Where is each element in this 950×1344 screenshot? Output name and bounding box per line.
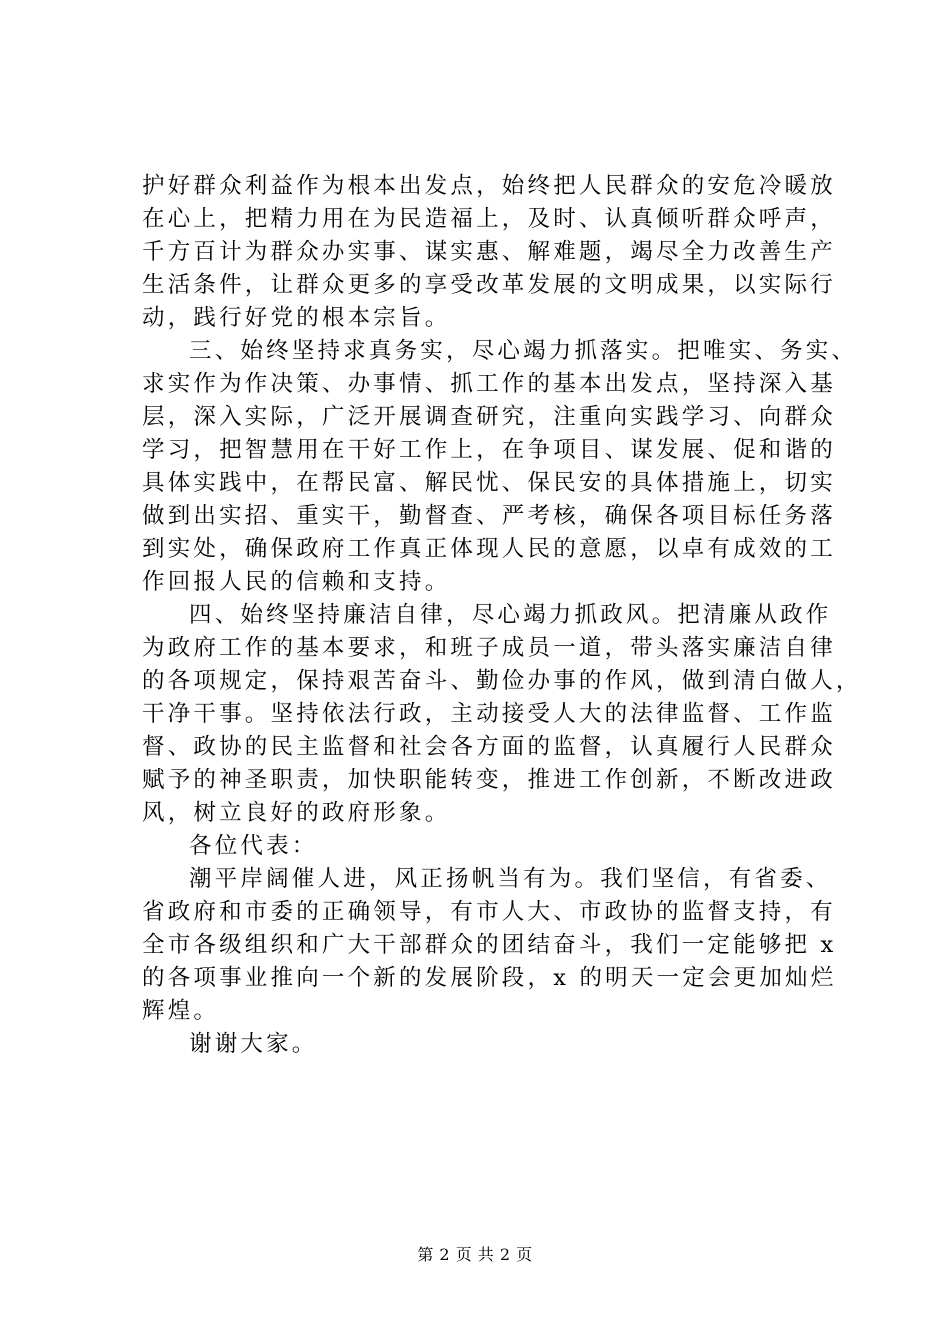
text-line: 层，深入实际，广泛开展调查研究，注重向实践学习、向群众: [142, 404, 836, 430]
text-line: 护好群众利益作为根本出发点，始终把人民群众的安危冷暖放: [142, 173, 836, 199]
text-line: 督、政协的民主监督和社会各方面的监督，认真履行人民群众: [142, 734, 836, 760]
text-line: 的各项事业推向一个新的发展阶段，x 的明天一定会更加灿烂: [142, 965, 837, 991]
text-line: 到实处，确保政府工作真正体现人民的意愿，以卓有成效的工: [142, 536, 836, 562]
text-line: 学习，把智慧用在干好工作上，在争项目、谋发展、促和谐的: [142, 437, 836, 463]
paragraph-start-line: 三、始终坚持求真务实，尽心竭力抓落实。把唯实、务实、: [189, 338, 858, 364]
text-line: 全市各级组织和广大干部群众的团结奋斗，我们一定能够把 x: [142, 932, 837, 958]
page-number-footer: 第 2 页 共 2 页: [417, 1245, 533, 1264]
text-line: 在心上，把精力用在为民造福上，及时、认真倾听群众呼声，: [142, 206, 836, 232]
text-line: 赋予的神圣职责，加快职能转变，推进工作创新，不断改进政: [142, 767, 836, 793]
text-line: 为政府工作的基本要求，和班子成员一道，带头落实廉洁自律: [142, 635, 836, 661]
text-line: 生活条件，让群众更多的享受改革发展的文明成果，以实际行: [142, 272, 836, 298]
paragraph-start-line: 四、始终坚持廉洁自律，尽心竭力抓政风。把清廉从政作: [189, 602, 832, 628]
text-line: 具体实践中，在帮民富、解民忧、保民安的具体措施上，切实: [142, 470, 836, 496]
salutation-line: 各位代表：: [189, 833, 318, 859]
text-line: 做到出实招、重实干，勤督查、严考核，确保各项目标任务落: [142, 503, 836, 529]
text-line: 辉煌。: [142, 998, 220, 1024]
paragraph-start-line: 潮平岸阔催人进，风正扬帆当有为。我们坚信，有省委、: [189, 866, 832, 892]
text-line: 作回报人民的信赖和支持。: [142, 569, 451, 595]
text-line: 千方百计为群众办实事、谋实惠、解难题，竭尽全力改善生产: [142, 239, 836, 265]
text-line: 风，树立良好的政府形象。: [142, 800, 451, 826]
text-line: 干净干事。坚持依法行政，主动接受人大的法律监督、工作监: [142, 701, 836, 727]
closing-line: 谢谢大家。: [189, 1031, 318, 1057]
text-line: 的各项规定，保持艰苦奋斗、勤俭办事的作风，做到清白做人，: [142, 668, 862, 694]
text-line: 求实作为作决策、办事情、抓工作的基本出发点，坚持深入基: [142, 371, 836, 397]
text-line: 动，践行好党的根本宗旨。: [142, 305, 451, 331]
text-line: 省政府和市委的正确领导，有市人大、市政协的监督支持，有: [142, 899, 836, 925]
document-body: [142, 170, 862, 1061]
